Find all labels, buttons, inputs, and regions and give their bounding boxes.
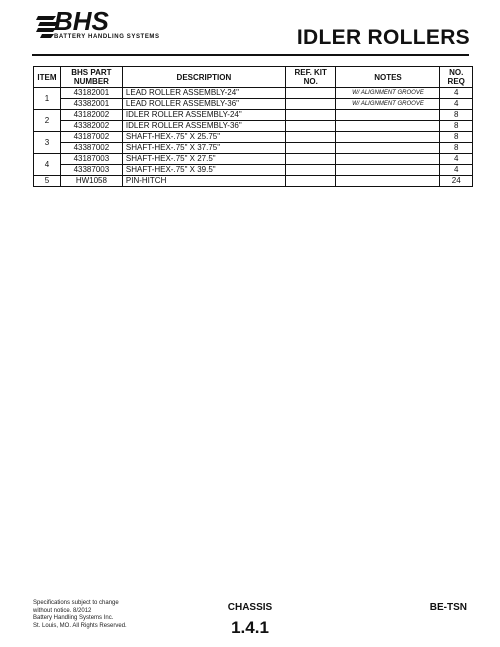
notes-cell [336,132,440,143]
item-cell: 1 [34,88,61,110]
table-row [34,88,473,99]
parts-table [33,66,473,187]
qty-cell: 4 [440,165,473,176]
qty-cell: 24 [440,176,473,187]
part-number-cell: 43187002 [60,132,122,143]
col-description: DESCRIPTION [122,67,285,88]
disclaimer-line: without notice. 8/2012 [33,607,92,614]
ref-kit-cell [285,88,336,99]
description-cell: SHAFT-HEX-.75" X 39.5" [122,165,285,176]
part-number-cell: 43182001 [60,88,122,99]
col-part-number: BHS PART NUMBER [60,67,122,88]
qty-cell: 8 [440,143,473,154]
notes-cell [336,154,440,165]
qty-cell: 4 [440,88,473,99]
table-row [34,154,473,165]
description-cell: SHAFT-HEX-.75" X 25.75" [122,132,285,143]
notes-cell [336,143,440,154]
col-ref-kit: REF. KIT NO. [285,67,336,88]
description-cell: PIN-HITCH [122,176,285,187]
description-cell: IDLER ROLLER ASSEMBLY-36" [122,121,285,132]
table-row [34,132,473,143]
table-row [34,176,473,187]
part-number-cell: 43382002 [60,121,122,132]
table-row [34,110,473,121]
page-number: 1.4.1 [231,618,269,637]
footer-model: BE-TSN [429,602,467,613]
notes-cell [336,165,440,176]
item-cell: 5 [34,176,61,187]
description-cell: SHAFT-HEX-.75" X 37.75" [122,143,285,154]
col-item: ITEM [34,67,61,88]
ref-kit-cell [285,132,336,143]
table-row [34,121,473,132]
header-rule [32,54,469,56]
page-title: IDLER ROLLERS [296,26,470,49]
notes-cell [336,176,440,187]
disclaimer-line: Battery Handling Systems Inc. [33,615,114,621]
disclaimer-line: St. Louis, MO. All Rights Reserved. [33,622,127,629]
disclaimer-line: Specifications subject to change [33,600,119,606]
qty-cell: 4 [440,99,473,110]
description-cell: IDLER ROLLER ASSEMBLY-24" [122,110,285,121]
ref-kit-cell [285,121,336,132]
part-number-cell: 43187003 [60,154,122,165]
qty-cell: 8 [440,110,473,121]
ref-kit-cell [285,143,336,154]
part-number-cell: 43387002 [60,143,122,154]
notes-cell [336,110,440,121]
notes-cell: W/ ALIGNMENT GROOVE [336,88,440,99]
description-cell: SHAFT-HEX-.75" X 27.5" [122,154,285,165]
col-notes: NOTES [336,67,440,88]
part-number-cell: 43387003 [60,165,122,176]
table-row [34,165,473,176]
description-cell: LEAD ROLLER ASSEMBLY-36" [122,99,285,110]
ref-kit-cell [285,110,336,121]
ref-kit-cell [285,176,336,187]
ref-kit-cell [285,154,336,165]
col-no-req: NO. REQ [440,67,473,88]
table-header-row [34,67,473,88]
logo-wordmark: BHS [54,6,109,36]
part-number-cell: HW1058 [60,176,122,187]
logo-tagline: BATTERY HANDLING SYSTEMS [54,34,160,40]
qty-cell: 4 [440,154,473,165]
footer-section: CHASSIS [227,602,273,613]
item-cell: 3 [34,132,61,154]
part-number-cell: 43182002 [60,110,122,121]
ref-kit-cell [285,99,336,110]
table-row [34,143,473,154]
notes-cell [336,121,440,132]
qty-cell: 8 [440,132,473,143]
notes-cell: W/ ALIGNMENT GROOVE [336,99,440,110]
table-row [34,99,473,110]
item-cell: 4 [34,154,61,176]
qty-cell: 8 [440,121,473,132]
description-cell: LEAD ROLLER ASSEMBLY-24" [122,88,285,99]
item-cell: 2 [34,110,61,132]
ref-kit-cell [285,165,336,176]
part-number-cell: 43382001 [60,99,122,110]
